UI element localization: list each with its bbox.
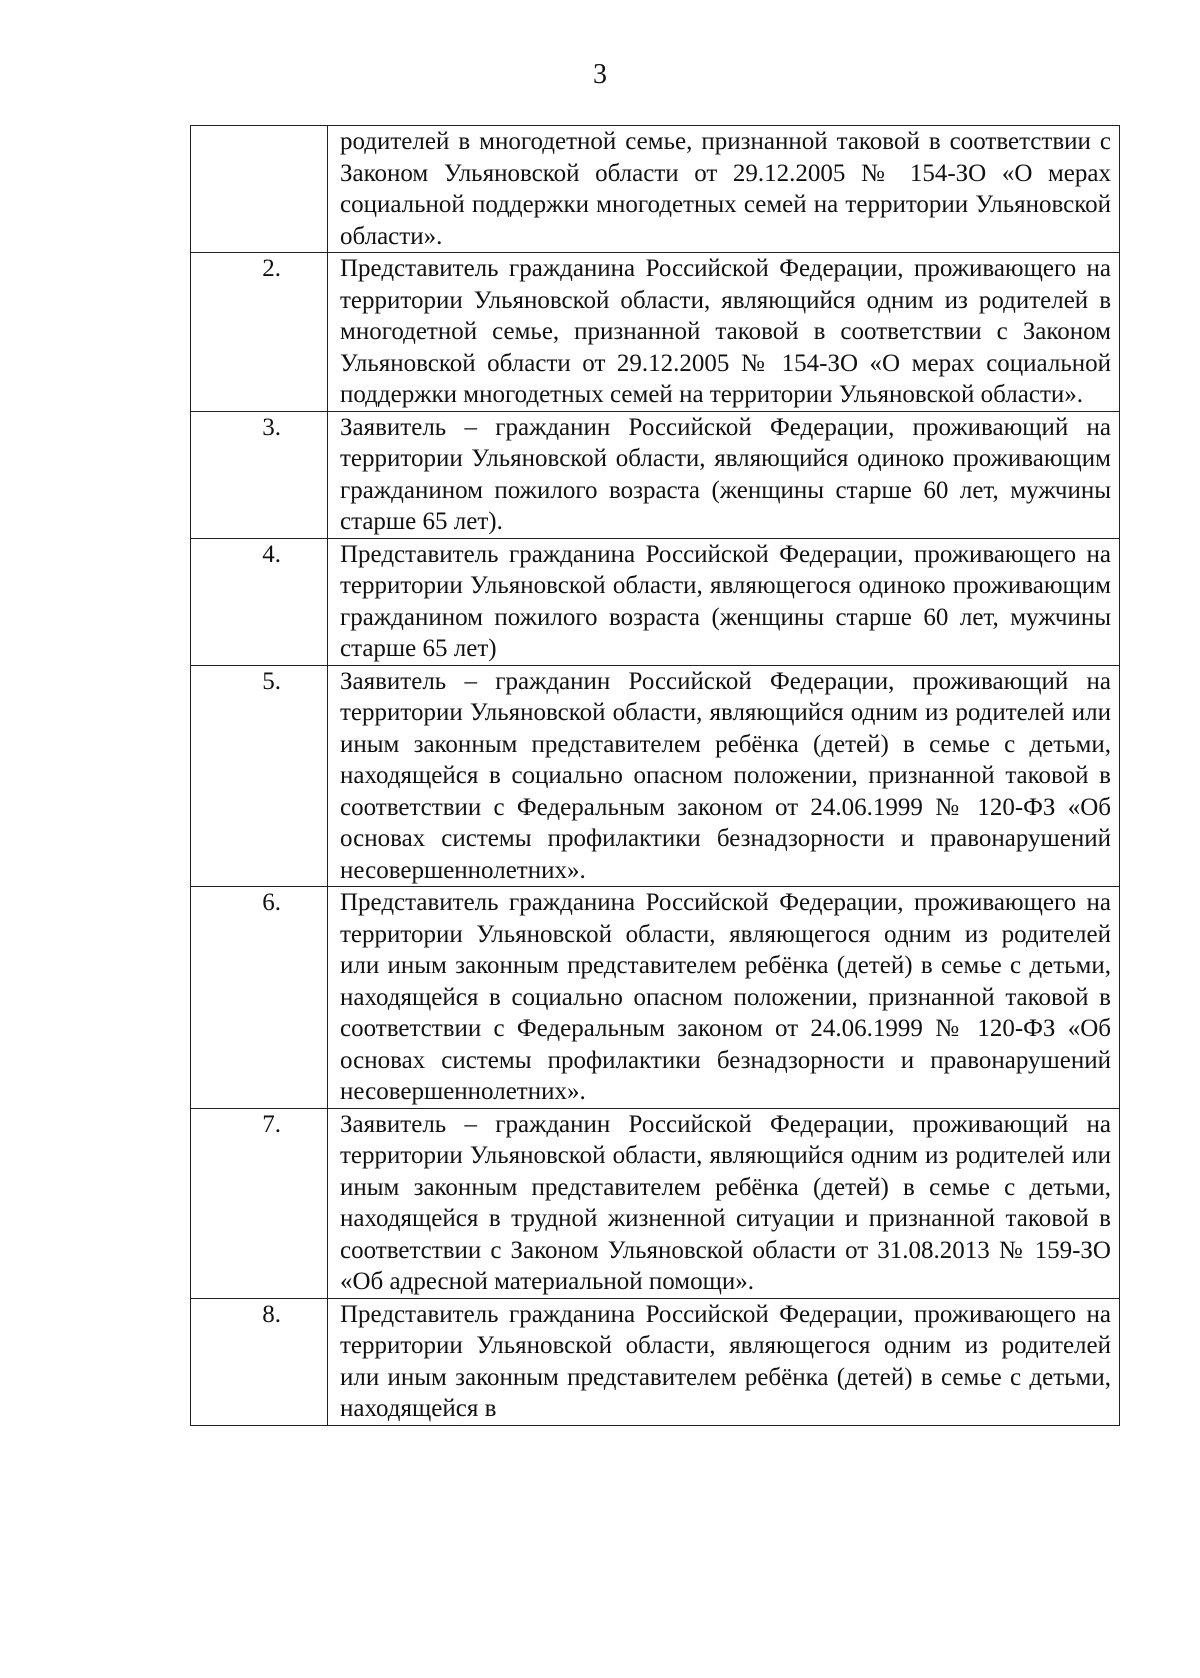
row-number: 7. (191, 1108, 328, 1298)
row-text: родителей в многодетной семье, признанной таковой в соответствии с Законом Ульяновской области от 29.12.2005 № 154-ЗО «О мерах социальной поддержки многодетных семей на территории Ульяновской области». (328, 126, 1120, 253)
row-text: Представитель гражданина Российской Федерации, проживающего на территории Ульяновской области, являющегося одним из родителей или иным законным представителем ребёнка (детей) в семье с детьми, находящейся в (328, 1298, 1120, 1425)
row-text: Заявитель – гражданин Российской Федерации, проживающий на территории Ульяновской области, являющийся одним из родителей или иным законным представителем ребёнка (детей) в семье с детьми, находящейся в социально опасном положении, признанной таковой в соответствии с Федеральным законом от 24.06.1999 № 120-ФЗ «Об основах системы профилактики безнадзорности и правонарушений несовершеннолетних». (328, 665, 1120, 887)
row-number: 5. (191, 665, 328, 887)
row-number: 3. (191, 411, 328, 538)
table-row (191, 538, 1120, 665)
row-text: Заявитель – гражданин Российской Федерации, проживающий на территории Ульяновской области, являющийся одиноко проживающим гражданином пожилого возраста (женщины старше 60 лет, мужчины старше 65 лет). (328, 411, 1120, 538)
table-row (191, 126, 1120, 253)
row-text: Представитель гражданина Российской Федерации, проживающего на территории Ульяновской области, являющегося одним из родителей или иным законным представителем ребёнка (детей) в семье с детьми, находящейся в социально опасном положении, признанной таковой в соответствии с Федеральным законом от 24.06.1999 № 120-ФЗ «Об основах системы профилактики безнадзорности и правонарушений несовершеннолетних». (328, 887, 1120, 1109)
table-row (191, 887, 1120, 1109)
row-number: 4. (191, 538, 328, 665)
row-number: 8. (191, 1298, 328, 1425)
row-text: Представитель гражданина Российской Федерации, проживающего на территории Ульяновской области, являющегося одиноко проживающим гражданином пожилого возраста (женщины старше 60 лет, мужчины старше 65 лет) (328, 538, 1120, 665)
row-text: Представитель гражданина Российской Федерации, проживающего на территории Ульяновской области, являющийся одним из родителей в многодетной семье, признанной таковой в соответствии с Законом Ульяновской области от 29.12.2005 № 154-ЗО «О мерах социальной поддержки многодетных семей на территории Ульяновской области». (328, 253, 1120, 412)
table-row (191, 253, 1120, 412)
table-row (191, 411, 1120, 538)
table-row (191, 1298, 1120, 1425)
table-row (191, 665, 1120, 887)
row-number: 2. (191, 253, 328, 412)
applicants-table (190, 125, 1120, 1426)
page-number: 3 (593, 59, 607, 90)
table-row (191, 1108, 1120, 1298)
row-number: 6. (191, 887, 328, 1109)
row-number (191, 126, 328, 253)
row-text: Заявитель – гражданин Российской Федерации, проживающий на территории Ульяновской области, являющийся одним из родителей или иным законным представителем ребёнка (детей) в семье с детьми, находящейся в трудной жизненной ситуации и признанной таковой в соответствии с Законом Ульяновской области от 31.08.2013 № 159-ЗО «Об адресной материальной помощи». (328, 1108, 1120, 1298)
